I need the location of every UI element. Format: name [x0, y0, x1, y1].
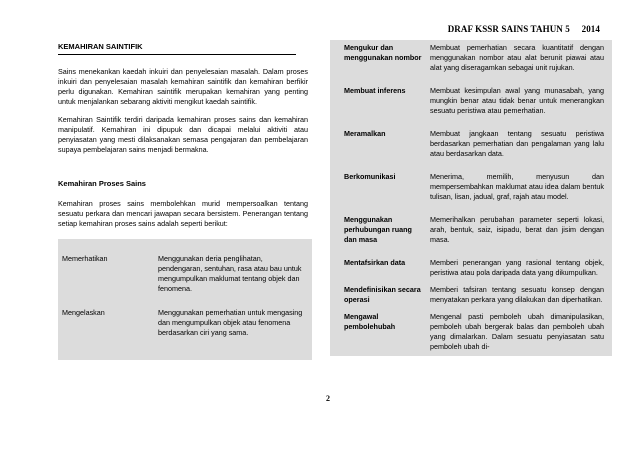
table-row: [58, 239, 312, 296]
subsection-heading: Kemahiran Proses Sains: [58, 179, 146, 188]
skill-term: Mengelaskan: [62, 308, 105, 317]
skill-definition: Memerihalkan perubahan parameter seperti lokasi, arah, bentuk, saiz, isipadu, berat dan jisim dengan masa.: [430, 215, 604, 244]
running-header: [448, 24, 600, 34]
skill-term: Meramalkan: [344, 129, 386, 138]
skill-definition: Menggunakan deria penglihatan, pendengaran, sentuhan, rasa atau bau untuk mengumpulkan maklumat tentang objek dan fenomena.: [158, 254, 302, 293]
table-row: [330, 309, 612, 356]
skill-definition: Memberi penerangan yang rasional tentang objek, peristiwa atau pola daripada data yang dikumpulkan.: [430, 258, 604, 277]
table-row: [330, 40, 612, 83]
skill-definition: Menggunakan pemerhatian untuk mengasing dan mengumpulkan objek atau fenomena berdasarkan ciri yang sama.: [158, 308, 303, 337]
skills-table-right: [330, 40, 612, 356]
table-row: [330, 169, 612, 212]
skill-definition: Membuat pemerhatian secara kuantitatif dengan menggunakan nombor atau alat berunit piawai atau alat yang diseragamkan sebagai unit rujukan.: [430, 43, 604, 72]
table-row: [330, 282, 612, 309]
skill-term: Memerhatikan: [62, 254, 108, 263]
skill-definition: Membuat kesimpulan awal yang munasabah, yang mungkin benar atau tidak benar untuk menerangkan sesuatu peristiwa atau pemerhatian.: [430, 86, 604, 115]
section-heading: KEMAHIRAN SAINTIFIK: [58, 42, 143, 51]
skill-term: Berkomunikasi: [344, 172, 396, 181]
heading-underline: [58, 54, 296, 55]
skill-term: Mengawal pembolehubah: [344, 312, 396, 331]
skill-term: Mendefinisikan secara operasi: [344, 285, 421, 304]
skill-definition: Mengenal pasti pemboleh ubah dimanipulasikan, pemboleh ubah bergerak balas dan pemboleh ubah yang dimalarkan. Dalam sesuatu penyiasatan satu pemboleh ubah di-: [430, 312, 604, 351]
skill-definition: Membuat jangkaan tentang sesuatu peristiwa berdasarkan pemerhatian dan pengalaman yang lalu atau berdasarkan data.: [430, 129, 604, 158]
table-row: [58, 296, 312, 360]
intro-paragraph: Sains menekankan kaedah inkuiri dan penyelesaian masalah. Dalam proses inkuiri dan penyelesaian masalah kemahiran saintifik dan kemahiran berfikir perlu digunakan. Kemahiran saintifik merupakan kemahiran yang penting untuk menjalankan sebarang aktiviti mengikut kaedah saintifik.: [58, 67, 308, 106]
header-title: DRAF KSSR SAINS TAHUN 5: [447, 24, 570, 34]
table-row: [330, 212, 612, 255]
process-skills-paragraph: Kemahiran proses sains membolehkan murid mempersoalkan tentang sesuatu perkara dan mencari jawapan secara bersistem. Penerangan tentang setiap kemahiran proses sains adalah seperti berikut:: [58, 199, 308, 228]
skill-term: Mentafsirkan data: [344, 258, 406, 267]
skill-term: Membuat inferens: [344, 86, 406, 95]
skill-definition: Memberi tafsiran tentang sesuatu konsep dengan menyatakan perkara yang dilakukan dan diperhatikan.: [430, 285, 604, 304]
skill-term: Mengukur dan menggunakan nombor: [344, 43, 422, 62]
page-number: 2: [326, 394, 330, 403]
left-column: [58, 40, 308, 360]
skill-term: Menggunakan perhubungan ruang dan masa: [344, 215, 412, 244]
header-year: 2014: [581, 24, 600, 34]
table-row: [330, 255, 612, 282]
table-row: [330, 126, 612, 169]
components-paragraph: Kemahiran Saintifik terdiri daripada kemahiran proses sains dan kemahiran manipulatif. Kemahiran ini dipupuk dan dicapai melalui aktiviti atau penyiasatan yang mesti dilaksanakan semasa pengajaran dan pembelajaran supaya pembelajaran sains menjadi bermakna.: [58, 115, 308, 154]
table-row: [330, 83, 612, 126]
skills-table-left: [58, 239, 312, 360]
right-column-table: [330, 40, 612, 356]
skill-definition: Menerima, memilih, menyusun dan mempersembahkan maklumat atau idea dalam bentuk tulisan, lisan, jadual, graf, rajah atau model.: [430, 172, 604, 201]
